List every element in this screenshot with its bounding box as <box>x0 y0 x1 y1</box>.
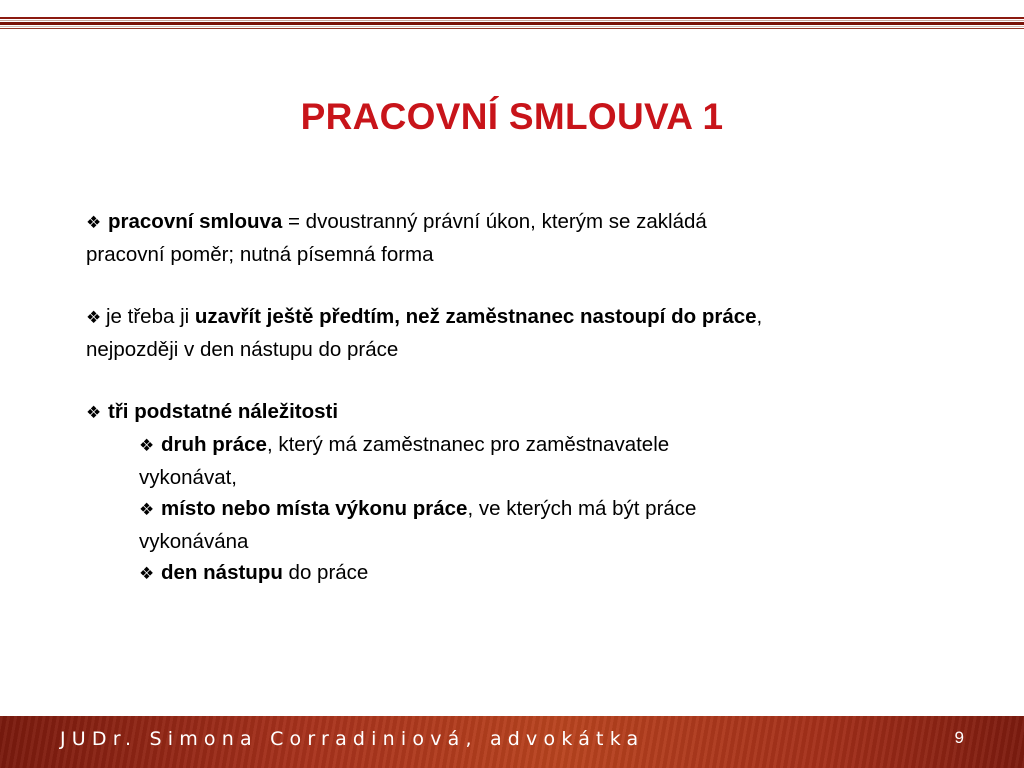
bold-term: pracovní smlouva <box>108 210 283 233</box>
bullet-paragraph-contract <box>86 206 946 270</box>
top-decorative-bands <box>0 0 1024 30</box>
diamond-bullet-icon: ❖ <box>139 500 155 520</box>
slide-content <box>86 206 946 590</box>
paragraph-text: nejpozději v den nástupu do práce <box>86 338 399 361</box>
sub-bullet-start-date <box>86 557 946 590</box>
bold-term: den nástupu <box>161 561 283 584</box>
footer-bar <box>0 716 1024 768</box>
bullet-paragraph-timing <box>86 301 946 365</box>
paragraph-text: vykonávána <box>139 530 249 553</box>
top-band-line <box>0 17 1024 19</box>
bold-term: druh práce <box>161 433 267 456</box>
bold-term: uzavřít ještě předtím, než zaměstnanec nastoupí do práce <box>194 305 757 328</box>
diamond-bullet-icon: ❖ <box>139 436 155 456</box>
diamond-bullet-icon: ❖ <box>86 308 102 328</box>
sub-bullet-work-type <box>86 429 946 493</box>
paragraph-text: , který má zaměstnanec pro zaměstnavatele <box>266 433 670 456</box>
top-band-line <box>0 20 1024 21</box>
diamond-bullet-icon: ❖ <box>139 564 155 584</box>
paragraph-text: do práce <box>282 561 369 584</box>
bold-term: místo nebo místa výkonu práce <box>161 497 468 520</box>
top-band-line <box>0 28 1024 29</box>
footer-author: JUDr. Simona Corradiniová, advokátka <box>60 728 645 750</box>
slide-title: PRACOVNÍ SMLOUVA 1 <box>300 96 724 137</box>
bullet-paragraph-essentials <box>86 396 946 429</box>
spacer <box>86 365 946 396</box>
paragraph-text: = dvoustranný právní úkon, kterým se zakládá <box>282 210 707 233</box>
diamond-bullet-icon: ❖ <box>86 403 102 423</box>
paragraph-text: je třeba ji <box>106 305 195 328</box>
paragraph-text: , <box>756 305 763 328</box>
paragraph-text: , ve kterých má být práce <box>467 497 697 520</box>
page-number: 9 <box>954 728 964 747</box>
sub-bullet-work-place <box>86 493 946 557</box>
paragraph-text: pracovní poměr; nutná písemná forma <box>86 243 434 266</box>
diamond-bullet-icon: ❖ <box>86 213 102 233</box>
paragraph-text: vykonávat, <box>139 466 237 489</box>
spacer <box>86 270 946 301</box>
top-band-line <box>0 26 1024 27</box>
bold-term: tři podstatné náležitosti <box>108 400 339 423</box>
top-band-line <box>0 22 1024 25</box>
